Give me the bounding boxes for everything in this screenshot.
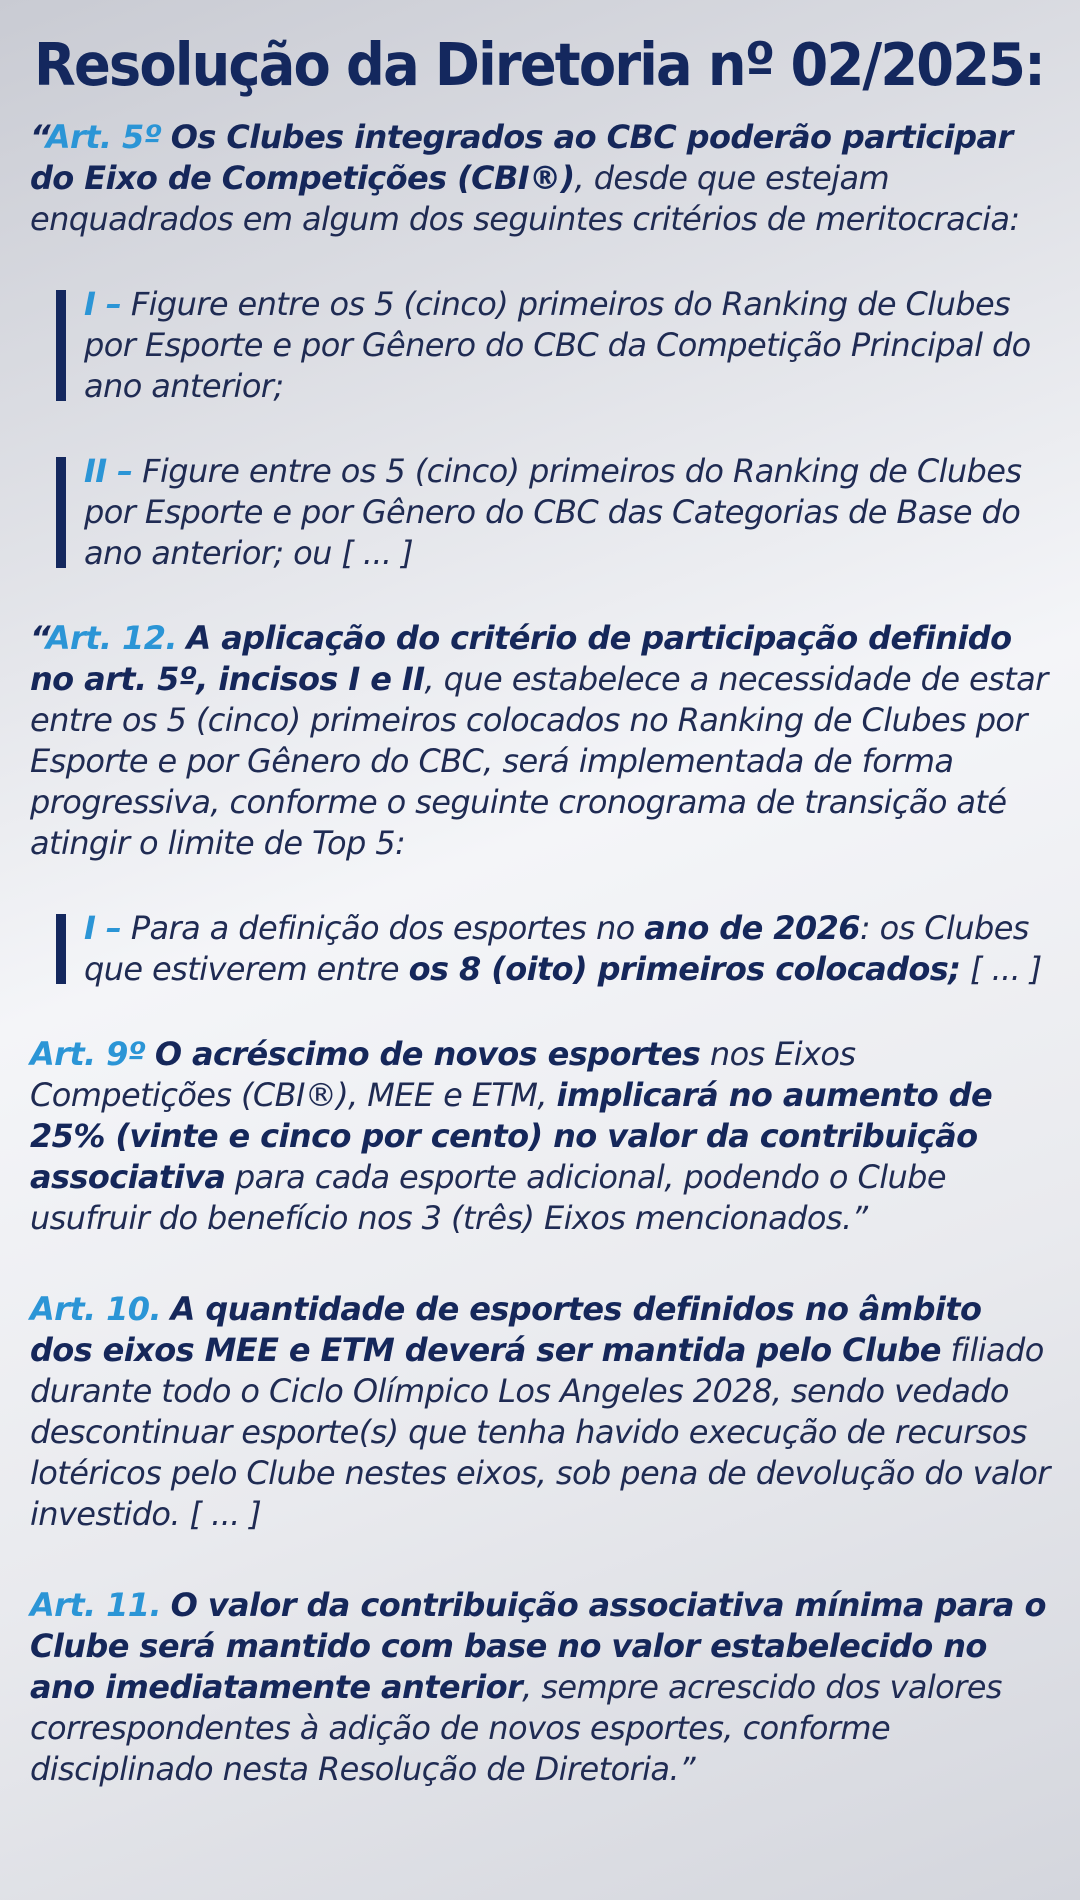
art12-open-quote: “ <box>30 619 46 657</box>
art9-text-b: para cada esporte adicional, podendo o Clube usufruir do benefício nos 3 (três) Eixos mencionados.” <box>30 1158 946 1237</box>
art12-item-1-bold-b: os 8 (oito) primeiros colocados; <box>408 950 961 988</box>
art10-label: Art. 10. <box>30 1290 162 1328</box>
art5-item-2-label: II – <box>84 452 133 490</box>
art12-item-1 <box>56 908 1050 990</box>
art12-bold-text: A aplicação do critério de participação definido no art. 5º, incisos I e II <box>30 619 1012 698</box>
art5-item-2 <box>56 451 1050 574</box>
art12-item-1-text-b: : os Clubes que estiverem entre <box>84 909 1029 988</box>
art5-text: , desde que estejam enquadrados em algum dos seguintes critérios de meritocracia: <box>30 159 1020 238</box>
art11-bold-text: O valor da contribuição associativa mínima para o Clube será mantido com base no valor estabelecido no ano imediatamente anterior <box>30 1586 1046 1706</box>
art12-item-1-label: I – <box>84 909 122 947</box>
art11-text: , sempre acrescido dos valores correspondentes à adição de novos esportes, conforme disciplinado nesta Resolução de Diretoria.” <box>30 1668 1002 1788</box>
art5-item-1 <box>56 284 1050 407</box>
art12-label: Art. 12. <box>45 619 177 657</box>
art9-paragraph <box>30 1034 1050 1239</box>
art5-bold-text: Os Clubes integrados ao CBC poderão participar do Eixo de Competições (CBI®) <box>30 118 1013 197</box>
art5-open-quote: “ <box>30 118 46 156</box>
art12-paragraph <box>30 618 1050 864</box>
art5-label: Art. 5º <box>45 118 162 156</box>
art12-item-1-bold-a: ano de 2026 <box>644 909 860 947</box>
art10-text: filiado durante todo o Ciclo Olímpico Los Angeles 2028, sendo vedado descontinuar esporte(s) que tenha havido execução de recursos lotéricos pelo Clube nestes eixos, sob pena de devolução do valor investido. [ ... ] <box>30 1331 1050 1533</box>
art5-item-2-text: Figure entre os 5 (cinco) primeiros do Ranking de Clubes por Esporte e por Gênero do CBC das Categorias de Base do ano anterior; ou [ ... ] <box>84 452 1022 572</box>
art9-bold-text-b: implicará no aumento de 25% (vinte e cinco por cento) no valor da contribuição associativa <box>30 1076 993 1196</box>
art12-item-1-text-c: [ ... ] <box>960 950 1042 988</box>
art9-label: Art. 9º <box>30 1035 146 1073</box>
art9-bold-text-a: O acréscimo de novos esportes <box>154 1035 701 1073</box>
page-title: Resolução da Diretoria nº 02/2025: <box>34 30 1044 99</box>
art11-paragraph <box>30 1585 1050 1790</box>
art9-text-a: nos Eixos Competições (CBI®), MEE e ETM, <box>30 1035 856 1114</box>
art10-bold-text: A quantidade de esportes definidos no âmbito dos eixos MEE e ETM deverá ser mantida pelo Clube <box>30 1290 982 1369</box>
art10-paragraph <box>30 1289 1050 1535</box>
art12-item-1-text-a: Para a definição dos esportes no <box>130 909 645 947</box>
art5-item-1-text: Figure entre os 5 (cinco) primeiros do Ranking de Clubes por Esporte e por Gênero do CBC da Competição Principal do ano anterior; <box>84 285 1031 405</box>
art5-item-1-label: I – <box>84 285 122 323</box>
art11-label: Art. 11. <box>30 1586 162 1624</box>
art5-paragraph <box>30 117 1050 240</box>
art12-text: , que estabelece a necessidade de estar entre os 5 (cinco) primeiros colocados no Ranking de Clubes por Esporte e por Gênero do CBC, será implementada de forma progressiva, conforme o seguinte cronograma de transição até atingir o limite de Top 5: <box>30 660 1048 862</box>
